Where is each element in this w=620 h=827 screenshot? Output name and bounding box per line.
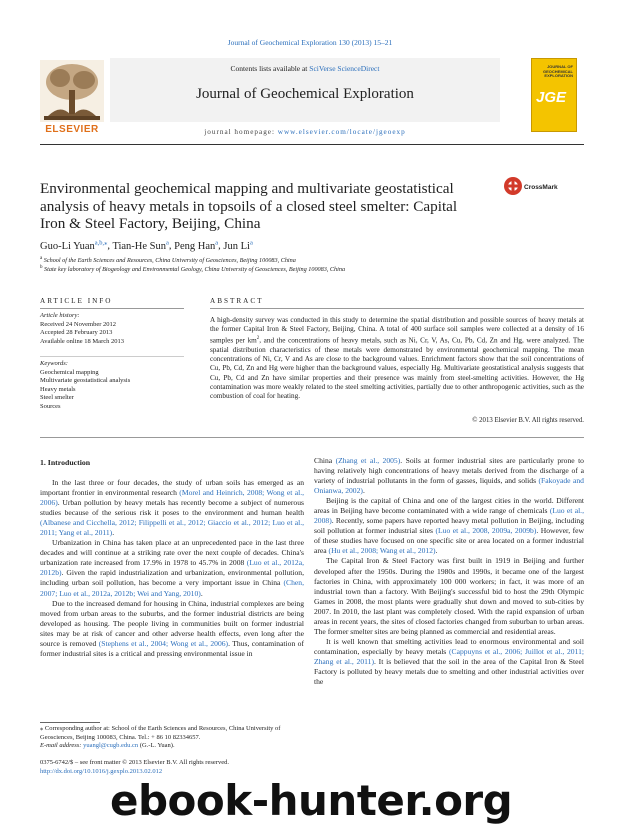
watermark: ebook-hunter.org: [110, 776, 513, 825]
journal-reference[interactable]: Journal of Geochemical Exploration 130 (2013) 15–21: [227, 38, 393, 47]
journal-cover-thumbnail: [531, 58, 577, 132]
body-text: .: [362, 486, 365, 496]
affiliation-b: $^b$ State key laboratory of Biogeology and Environmental Geology, China University of Geosciences, Beijing 100083, China: [40, 265, 346, 274]
header-rule: [40, 144, 584, 145]
journal-title: Journal of Geochemical Exploration: [196, 86, 414, 102]
section-heading-introduction: 1. Introduction: [40, 458, 91, 467]
body-text: Urbanization in China has taken place at an unprecedented pace in the last three decades and will continue at a striking rate over the next couple of decades. China's urbanization rate increased from 17.9% in 1978 to 45.7% in 2008: [40, 538, 304, 568]
keyword: Multivariate geostatistical analysis: [40, 377, 131, 384]
body-text: . Soils at former industrial sites are particularly prone to having relatively high concentrations of heavy metals derived from the discharge of a variety of industrial pollutants in the form of gasses, liquids, and solids: [314, 456, 584, 486]
body-text: Beijing is the capital of China and one of the largest cities in the world. Different areas in Beijing have become contaminated with a wide range of chemicals: [314, 496, 584, 516]
history-keywords-divider: [40, 356, 184, 357]
body-text: . Recently, some papers have reported heavy metal pollution in Beijing, including soil pollution at former industrial sites: [314, 516, 584, 536]
citation-link[interactable]: (Luo et al., 2008): [314, 506, 584, 526]
issn-doi-block: 0375-6742/$ – see front matter © 2013 Elsevier B.V. All rights reserved. http://dx.doi.org/10.1016/j.gexplo.2013.02.012: [40, 759, 340, 776]
body-text: . It is believed that the soil in the area of the Capital Iron & Steel Factory is polluted by heavy metals due to smelting and other industrial activities over the: [314, 656, 584, 687]
keyword: Steel smelter: [40, 394, 74, 401]
corresponding-author-footnote: ⁎ Corresponding author at: School of the Earth Sciences and Resources, China University of Geosciences, Beijing 100083, China. Tel.: + 86 10 82334657. E-mail address: yuangl@cugb.edu.cn (G.-L. Yuan).: [40, 725, 281, 749]
citation-link[interactable]: (Zhang et al., 2005): [335, 456, 401, 465]
footnote-rule: [40, 722, 100, 723]
article-history: Article history: Received 24 November 2012 Accepted 28 February 2013 Available online 18 March 2013: [40, 312, 124, 345]
elsevier-wordmark: ELSEVIER: [45, 124, 99, 135]
author-list: Guo-Li Yuan$^{a,b,⁎}$, Tian-He Sun$^a$, Peng Han$^a$, Jun Li$^a$: [40, 239, 253, 252]
article-title: Environmental geochemical mapping and multivariate geostatistical analysis of heavy metals in topsoils of a closed steel smelter: Capital Iron & Steel Factory, Beijing, China: [40, 180, 458, 232]
body-text: In the last three or four decades, the study of urban soils has emerged as an important frontier in environmental research: [40, 478, 304, 498]
abstract-heading: ABSTRACT: [210, 297, 264, 305]
citation-link[interactable]: (Stephens et al., 2004; Wong et al., 2006): [98, 638, 229, 648]
cover-abbreviation: JGE: [536, 89, 567, 106]
crossmark-label[interactable]: CrossMark: [524, 184, 558, 191]
body-paragraph: [40, 599, 304, 659]
body-text: . However, few of these studies have focused on one specific site or area located on a former industrial area: [314, 526, 584, 556]
body-text: .: [112, 528, 115, 538]
citation-link[interactable]: (Hu et al., 2008; Wang et al., 2012): [328, 546, 436, 556]
abstract-rule: [210, 308, 584, 309]
author[interactable]: Tian-He Sun$^a$: [112, 239, 169, 252]
citation-link[interactable]: (Fakoyade and Onianwa, 2002): [314, 476, 584, 496]
author[interactable]: Peng Han$^a$: [174, 239, 219, 252]
body-text: China: [314, 456, 336, 465]
sciencedirect-link[interactable]: SciVerse ScienceDirect: [309, 64, 380, 73]
citation-link[interactable]: (Chen, 2007; Luo et al., 2012a, 2012b; Wei and Yang, 2010): [40, 578, 304, 598]
elsevier-tree-logo: [40, 60, 104, 132]
body-text: .: [435, 546, 438, 556]
copyright-notice: © 2013 Elsevier B.V. All rights reserved.: [472, 417, 584, 424]
abstract-text: A high-density survey was conducted in this study to determine the spatial distribution and possible sources of heavy metals at the former Capital Iron & Steel Factory, Beijing, China. A total of 400 surface soil samples were collected at a density of 16 samples per $km^2$, and the concentrations of heavy metals, such as Ni, Cr, V, As, Cu, Pb, Cd, Zn and Hg, were analyzed. The spatial distribution characteristics of these metals were demonstrated by environmental geochemical mapping. The mean concentrations of Ni, Cr, V and As are close to the background values. Enrichment factors show that the soil concentrations of Cu, Pb, Cd, Zn and Hg were higher than the background values, especially Hg. Multivariate geostatistical analysis suggests that Cu, Pb, Cd and Zn have similar properties and their presence was mainly from steel-smelting activities. However, the Hg contamination was more weakly related to the steel smelting activities, partially due to other anthropogenic activities, such as the combustion of coal for heating.: [210, 316, 584, 401]
citation-link[interactable]: (Albanese and Cicchella, 2012; Filippelli et al., 2012; Giaccio et al., 2012; Luo et al., 2011; Yang et al., 2011): [40, 518, 304, 538]
article-info-heading: ARTICLE INFO: [40, 297, 113, 305]
body-paragraph: [40, 478, 304, 538]
body-paragraph: [314, 456, 584, 496]
affiliation-a: $^a$ School of the Earth Sciences and Resources, China University of Geosciences, Beijing 100083, China: [40, 256, 296, 265]
author[interactable]: Jun Li$^a$: [223, 239, 253, 252]
keywords: Keywords: Geochemical mapping Multivariate geostatistical analysis Heavy metals Steel smelter Sources: [40, 360, 190, 411]
abstract-bottom-rule: [40, 437, 584, 438]
keyword: Sources: [40, 402, 61, 410]
homepage-link[interactable]: www.elsevier.com/locate/jgeoexp: [277, 128, 406, 136]
doi-link[interactable]: http://dx.doi.org/10.1016/j.gexplo.2013.02.012: [40, 767, 163, 775]
body-text: . Thus, contamination of former industrial sites is a critical and pressing environmental issue in: [40, 638, 305, 658]
body-text: Due to the increased demand for housing in China, industrial complexes are being moved from urban areas to the suburbs, and the former industrial districts are being developed as housing. The people living in communities built on former industrial sites may be at risk of cancer and other adverse health effects, even long after the source is removed: [40, 598, 304, 648]
contents-line: [110, 64, 500, 73]
body-paragraph: [40, 538, 304, 598]
citation-link[interactable]: (Luo et al., 2008, 2009a, 2009b): [435, 526, 537, 536]
author-email-link[interactable]: yuangl@cugb.edu.cn: [83, 742, 139, 749]
body-text: . Urban pollution by heavy metals has recently become a subject of numerous studies because of the serious risk it poses to the environment and human health: [40, 498, 304, 518]
body-paragraph: [314, 496, 584, 556]
body-text: . Given the rapid industrialization and urbanization, environmental pollution, including urban soil pollution, has become a very important issue in China: [40, 568, 304, 588]
homepage-prefix: journal homepage:: [204, 128, 278, 136]
cover-title: JOURNAL OF GEOCHEMICAL EXPLORATION: [543, 64, 573, 78]
article-info-rule: [40, 308, 184, 309]
citation-link[interactable]: (Cappuyns et al., 2006; Juillot et al., 2011; Zhang et al., 2011): [314, 646, 584, 666]
journal-homepage: [110, 128, 500, 136]
body-right-column: [314, 456, 584, 687]
crossmark-icon[interactable]: [503, 176, 523, 198]
citation-link[interactable]: (Morel and Heinrich, 2008; Wong et al., 2006): [40, 488, 304, 508]
contents-prefix: Contents lists available at: [230, 64, 310, 73]
body-text: It is well known that smelting activities lead to enormous environmental and soil contamination, especially by heavy metals: [314, 636, 584, 656]
body-left-column: [40, 478, 304, 659]
body-paragraph: [314, 637, 584, 687]
body-text: .: [200, 588, 203, 598]
citation-link[interactable]: (Luo et al., 2012a, 2012b): [40, 558, 304, 578]
keyword: Geochemical mapping: [40, 368, 99, 376]
body-paragraph: [314, 556, 584, 636]
author[interactable]: Guo-Li Yuan$^{a,b,⁎}$: [40, 239, 108, 252]
body-text: The Capital Iron & Steel Factory was first built in 1919 in Beijing and further developed after the 1950s. During the 1980s and 1990s, it became one of the largest factories in China, with approximately 100 000 workers; in fact, it was more of an industrial town than a factory. With Beijing's successful bid to host the 29th Olympic Games in 2008, the most plants were gradually shut down and moved to sub-cities by 2007. In 2010, the last plant was completely closed. With the rapid expansion of urban areas in recent years, the sites of closed factories changed from suburban to urban areas. The former smelter sites are being planned as commercial and residential areas.: [314, 556, 584, 636]
keyword: Heavy metals: [40, 385, 76, 393]
